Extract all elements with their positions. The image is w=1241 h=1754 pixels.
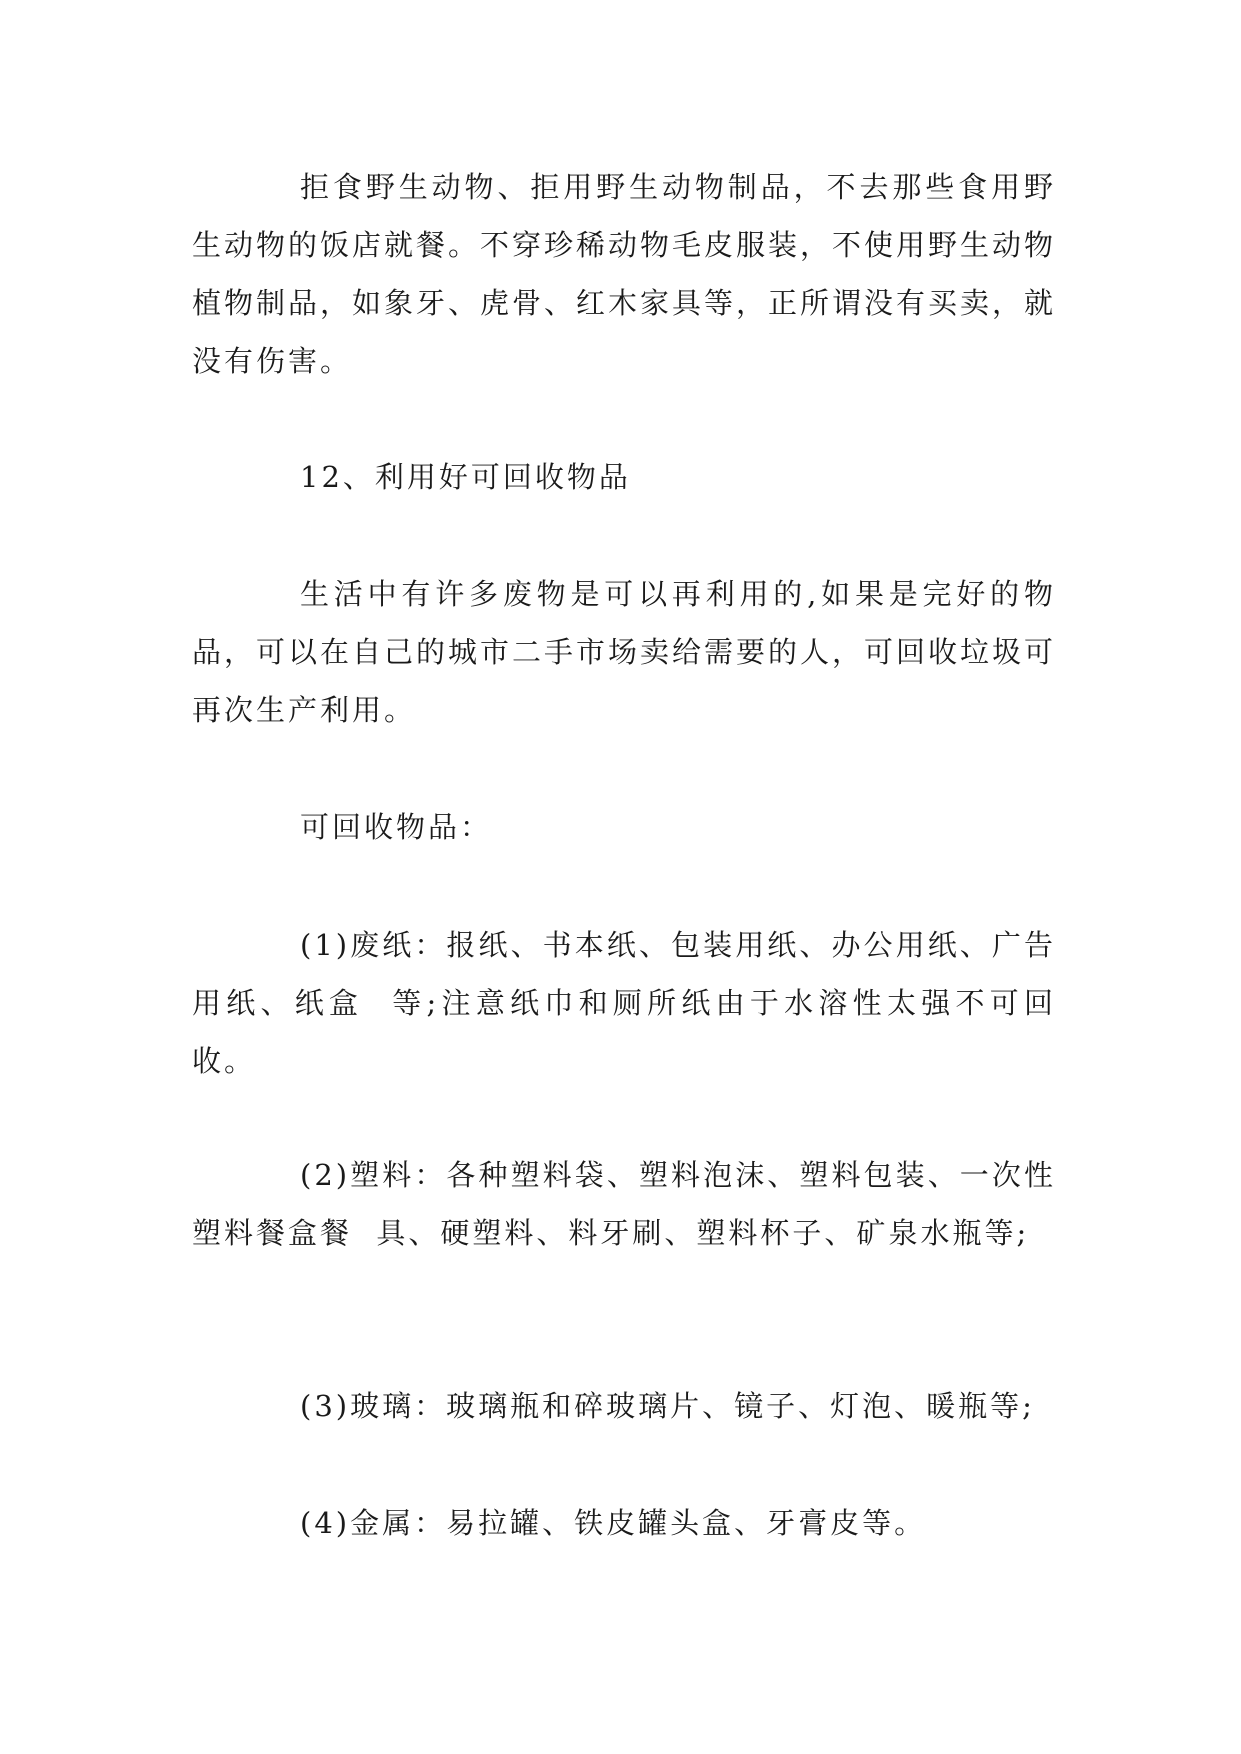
list-item-paper: (1)废纸：报纸、书本纸、包装用纸、办公用纸、广告用纸、纸盒 等;注意纸巾和厕所纸由于水溶性太强不可回收。 xyxy=(192,928,1056,1078)
section-heading-recyclables: 12、利用好可回收物品 xyxy=(300,460,631,494)
list-item-glass: (3)玻璃：玻璃瓶和碎玻璃片、镜子、灯泡、暖瓶等; xyxy=(300,1389,1035,1423)
paragraph-wildlife-products: 拒食野生动物、拒用野生动物制品，不去那些食用野生动物的饭店就餐。不穿珍稀动物毛皮服装，不使用野生动物植物制品，如象牙、虎骨、红木家具等，正所谓没有买卖，就没有伤害。 xyxy=(192,170,1057,378)
list-item-plastic: (2)塑料：各种塑料袋、塑料泡沫、塑料包装、一次性塑料餐盒餐 具、硬塑料、料牙刷、塑料杯子、矿泉水瓶等; xyxy=(192,1158,1056,1250)
list-item-metal: (4)金属：易拉罐、铁皮罐头盒、牙膏皮等。 xyxy=(300,1506,927,1540)
paragraph-reuse-waste: 生活中有许多废物是可以再利用的,如果是完好的物品，可以在自己的城市二手市场卖给需要的人，可回收垃圾可再次生产利用。 xyxy=(192,577,1057,727)
recyclables-label: 可回收物品： xyxy=(300,810,493,844)
